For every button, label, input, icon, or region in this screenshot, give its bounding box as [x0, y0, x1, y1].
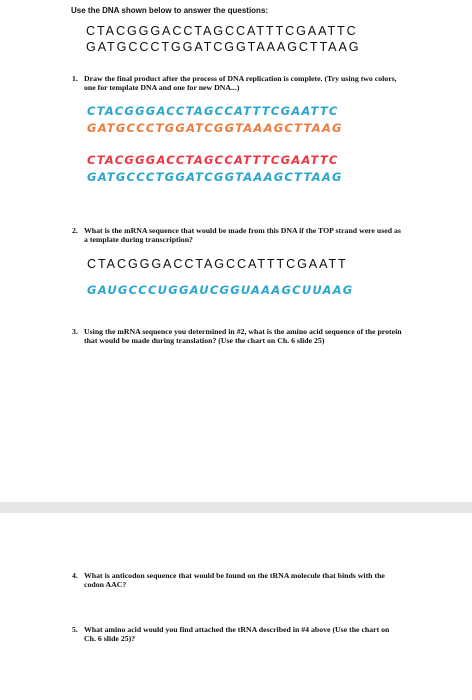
question-3-number: 3.: [72, 327, 78, 336]
question-1: [72, 74, 407, 93]
question-5-number: 5.: [72, 625, 78, 634]
question-4: [72, 571, 407, 590]
q1-answer-pair1-new-strand: GATGCCCTGGATCGGTAAAGCTTAAG: [87, 121, 343, 135]
q1-answer-pair2-new-strand: CTACGGGACCTAGCCATTTCGAATTC: [87, 153, 339, 167]
worksheet-page-2: [0, 513, 472, 700]
question-1-text: Draw the final product after the process of DNA replication is complete. (Try using two colors, one for template DNA and one for new DNA...): [84, 74, 397, 93]
question-3-text: Using the mRNA sequence you determined in #2, what is the amino acid sequence of the protein that would be made during translation? (Use the chart on Ch. 6 slide 25): [84, 327, 402, 346]
q2-printed-sequence: CTACGGGACCTAGCCATTTCGAATT: [87, 257, 348, 271]
q1-answer-pair2-template-strand: GATGCCCTGGATCGGTAAAGCTTAAG: [87, 170, 343, 184]
dna-top-strand: CTACGGGACCTAGCCATTTCGAATTC: [86, 24, 358, 38]
dna-bottom-strand: GATGCCCTGGATCGGTAAAGCTTAAG: [86, 40, 361, 54]
question-2-text: What is the mRNA sequence that would be made from this DNA if the TOP strand were used as a template during transcription?: [84, 226, 401, 245]
q1-answer-pair1-template-strand: CTACGGGACCTAGCCATTTCGAATTC: [87, 104, 339, 118]
intro-text: Use the DNA shown below to answer the questions:: [71, 6, 269, 15]
question-2-number: 2.: [72, 226, 78, 235]
question-5-text: What amino acid would you find attached the tRNA described in #4 above (Use the chart on Ch. 6 slide 25)?: [84, 625, 390, 644]
q2-mrna-answer: GAUGCCCUGGAUCGGUAAAGCUUAAG: [87, 283, 354, 297]
question-1-number: 1.: [72, 74, 78, 83]
question-4-number: 4.: [72, 571, 78, 580]
question-2: [72, 226, 407, 245]
question-3: [72, 327, 407, 346]
question-5: [72, 625, 407, 644]
question-4-text: What is anticodon sequence that would be found on the tRNA molecule that binds with the codon AAC?: [84, 571, 385, 590]
